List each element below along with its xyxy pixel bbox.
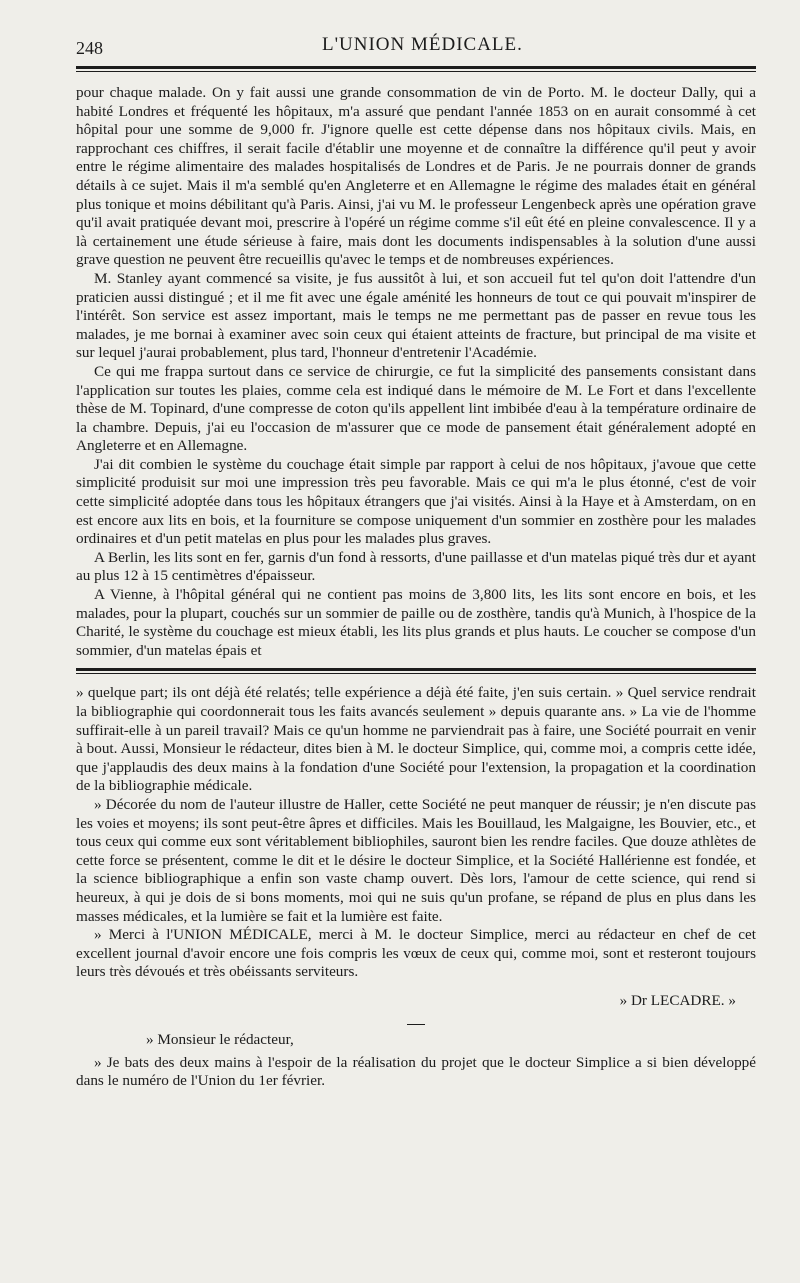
letter-paragraph: » Décorée du nom de l'auteur illustre de Haller, cette Société ne peut manquer de réussir; je n'en discute pas les voies et moyens; ils sont peut-être âpres et difficiles. Mais les Bouillaud, les Malgaigne, les Bouvier, etc., et tous ceux qui comme eux sont véritablement bibliophiles, sauront bien les rendre faciles. Que douze athlètes de cette force se présentent, comme le dit et le désire le docteur Simplice, et la Société Hallérienne est fondée, et la science bibliographique a enfin son vaste champ ouvert. Dès lors, l'amour de cette science, qui rend si heureux, à qui je dois de si bons moments, moi qui ne suis qu'un profane, se répand de plus en plus dans les masses médicales, et la lumière se fait et la lumière est faite. xyxy=(76,795,756,925)
header-rule xyxy=(76,66,756,69)
letter-salutation: » Monsieur le rédacteur, xyxy=(146,1030,294,1048)
page-number: 248 xyxy=(76,38,103,58)
feuilleton-letter xyxy=(76,684,756,982)
article-paragraph: M. Stanley ayant commencé sa visite, je fus aussitôt à lui, et son accueil fut tel qu'on doit l'attendre d'un praticien aussi distingué ; et il me fit avec une égale aménité les honneurs de tout ce qui pouvait m'inspirer de l'intérêt. Son service est assez important, mais le temps ne me permettant pas de passer en revue tous les malades, je me bornai à examiner avec soin ceux qui étaient atteints de fracture, but principal de ma visite et sur lequel j'aurai probablement, plus tard, l'honneur d'entretenir l'Académie. xyxy=(76,269,756,362)
article-paragraph: Ce qui me frappa surtout dans ce service de chirurgie, ce fut la simplicité des pansements consistant dans l'application sur toutes les plaies, comme cela est indiqué dans le mémoire de M. Le Fort et dans l'excellente thèse de M. Topinard, d'une compresse de coton qu'ils appellent lint imbibée d'eau à la température ordinaire de la chambre. Depuis, j'ai eu l'occasion de m'assurer que ce mode de pansement était généralement adopté en Angleterre et en Allemagne. xyxy=(76,362,756,455)
letter-paragraph: » Je bats des deux mains à l'espoir de la réalisation du projet que le docteur Simplice a si bien développé dans le numéro de l'Union du 1er février. xyxy=(76,1053,756,1090)
page-header xyxy=(76,0,756,60)
header-rule-thin xyxy=(76,71,756,72)
journal-title: L'UNION MÉDICALE. xyxy=(322,34,523,55)
short-divider xyxy=(407,1024,425,1025)
article-paragraph: pour chaque malade. On y fait aussi une grande consommation de vin de Porto. M. le docteur Dally, qui a habité Londres et fréquenté les hôpitaux, m'a assuré que pendant l'année 1853 on en aurait consommé à cet hôpital pour une somme de 9,000 fr. J'ignore quelle est cette dépense dans nos hôpitaux civils. Mais, en rapprochant ces chiffres, il serait facile d'établir une moyenne et de connaître la différence qu'il peut y avoir entre le régime alimentaire des malades hospitalisés de Londres et de Paris. Je ne pourrais donner de grands détails à ce sujet. Mais il m'a semblé qu'en Angleterre et en Allemagne le régime des malades était en général plus tonique et moins débilitant qu'à Paris. Ainsi, j'ai vu M. le professeur Lengenbeck après une opération grave qu'il avait pratiquée devant moi, prescrire à l'opéré un régime comme s'il eût été en pleine convalescence. Il y a là certainement une étude sérieuse à faire, mais dont les documents indispensables à la solution d'une aussi grave question ne peuvent être recueillis qu'avec le temps et de nombreuses expériences. xyxy=(76,84,756,269)
article-paragraph: A Berlin, les lits sont en fer, garnis d'un fond à ressorts, d'une paillasse et d'un matelas piqué très dur et ayant au plus 12 à 15 centimètres d'épaisseur. xyxy=(76,548,756,585)
letter-paragraph: » Merci à l'UNION MÉDICALE, merci à M. le docteur Simplice, merci au rédacteur en chef de cet excellent journal d'avoir encore une fois compris les vœux de ceux qui, comme moi, sont et resteront toujours leurs très dévoués et très obéissants serviteurs. xyxy=(76,926,756,981)
article-paragraph: A Vienne, à l'hôpital général qui ne contient pas moins de 3,800 lits, les lits sont encore en bois, et les malades, pour la plupart, couchés sur un sommier de paille ou de zosthère, tandis qu'à Munich, à l'hospice de la Charité, le système du couchage est mieux établi, les lits plus grands et plus hauts. Le coucher se compose d'un sommier, d'un matelas épais et xyxy=(76,586,756,659)
letter-continuation xyxy=(76,1054,756,1091)
section-separator xyxy=(76,668,756,674)
article-body xyxy=(76,84,756,660)
letter-signature: » Dr LECADRE. » xyxy=(619,991,736,1009)
letter-paragraph: » quelque part; ils ont déjà été relatés; telle expérience a déjà été faite, j'en suis certain. » Quel service rendrait la bibliographie qui coordonnerait tous les faits avancés seulement » depuis quarante ans. » La vie de l'homme suffirait-elle à un pareil travail? Mais ce qu'un homme ne parviendrait pas à faire, une Société pourrait en venir à bout. Aussi, Monsieur le rédacteur, dites bien à M. le docteur Simplice, qui, comme moi, a compris cette idée, que j'applaudis des deux mains à la fondation d'une Société pour l'extension, la propagation et la coordination de la bibliographie médicale. xyxy=(76,684,756,795)
article-paragraph: J'ai dit combien le système du couchage était simple par rapport à celui de nos hôpitaux, j'avoue que cette simplicité produisit sur moi une impression très peu favorable. Mais ce qui m'a le plus étonné, c'est de voir cette simplicité adoptée dans tous les hôpitaux étrangers que j'ai visités. Ainsi à la Haye et à Amsterdam, on en est encore aux lits en bois, et la fourniture se compose uniquement d'un sommier en zosthère pour les malades ordinaires et d'un petit matelas en plus pour les malades plus graves. xyxy=(76,455,756,548)
